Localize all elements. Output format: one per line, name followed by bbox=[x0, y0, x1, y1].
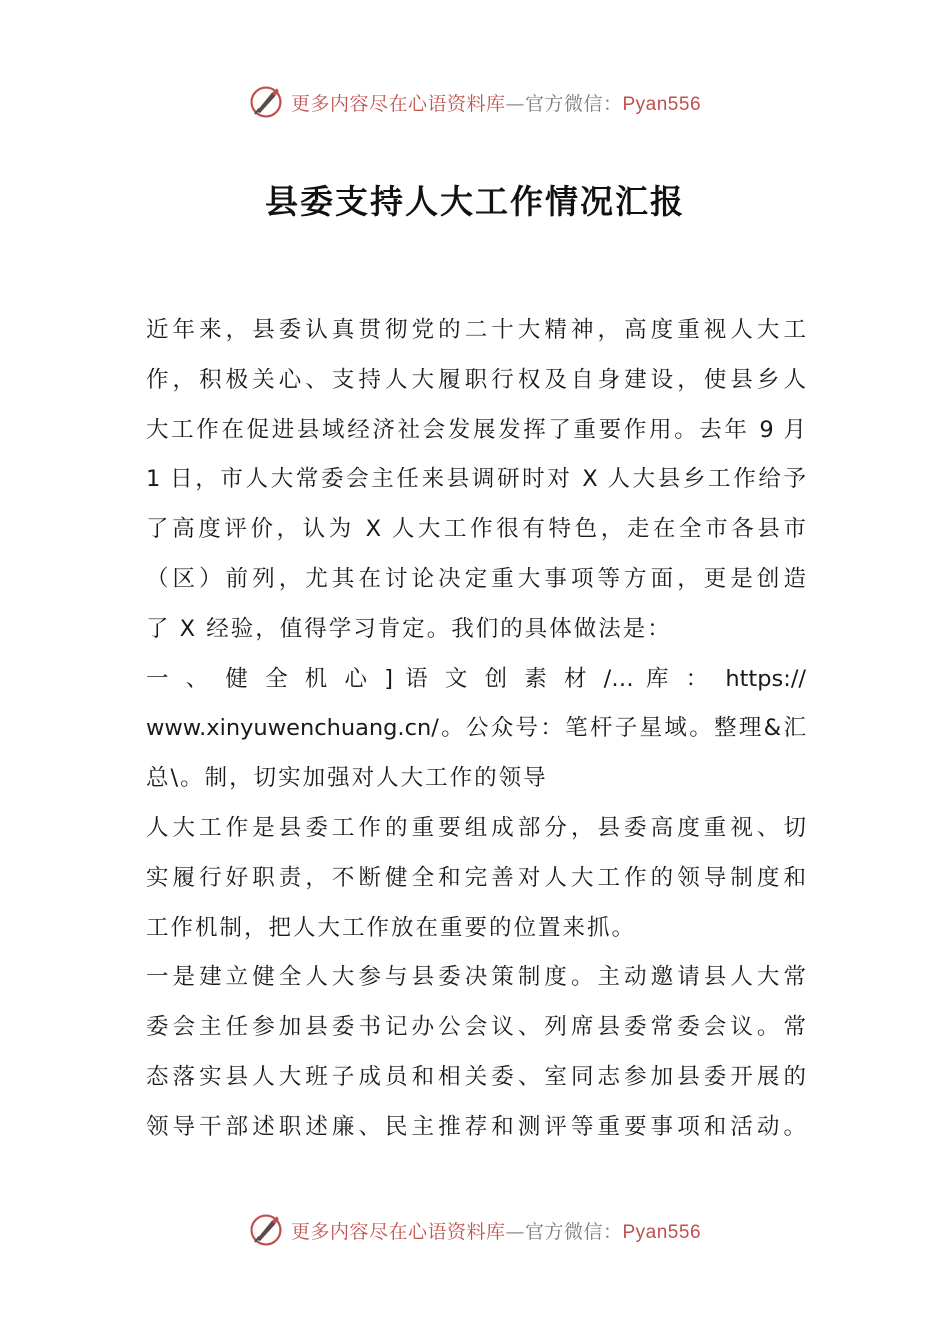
body-line: （区）前列，尤其在讨论决定重大事项等方面，更是创造 bbox=[146, 565, 806, 592]
document-title: 县委支持人大工作情况汇报 bbox=[265, 182, 685, 221]
footer-watermark-banner bbox=[0, 1210, 950, 1250]
document-body bbox=[146, 306, 806, 1153]
body-line: 一是建立健全人大参与县委决策制度。主动邀请县人大常 bbox=[146, 964, 806, 991]
body-line: 了高度评价，认为 X 人大工作很有特色，走在全市各县市 bbox=[146, 516, 806, 543]
body-line: 人大工作是县委工作的重要组成部分，县委高度重视、切 bbox=[146, 814, 806, 841]
body-line: 大工作在促进县域经济社会发展发挥了重要作用。去年 9 月 bbox=[146, 416, 806, 443]
body-line: www.xinyuwenchuang.cn/。公众号：笔杆子星域。整理&汇 bbox=[146, 715, 806, 742]
body-line: 委会主任参加县委书记办公会议、列席县委常委会议。常 bbox=[146, 1014, 806, 1041]
quill-pen-logo-icon bbox=[249, 85, 283, 119]
banner-text: 更多内容尽在心语资料库—官方微信：Pyan556 bbox=[290, 92, 702, 115]
body-line: 工作机制，把人大工作放在重要的位置来抓。 bbox=[146, 914, 637, 941]
body-line: 实履行好职责，不断健全和完善对人大工作的领导制度和 bbox=[146, 864, 806, 891]
body-line: 1 日，市人大常委会主任来县调研时对 X 人大县乡工作给予 bbox=[146, 466, 806, 493]
body-line: 近年来，县委认真贯彻党的二十大精神，高度重视人大工 bbox=[146, 317, 806, 343]
body-line: 态落实县人大班子成员和相关委、室同志参加县委开展的 bbox=[146, 1063, 806, 1090]
quill-pen-logo-icon bbox=[249, 1213, 283, 1247]
body-line: 了 X 经验，值得学习肯定。我们的具体做法是： bbox=[146, 615, 672, 642]
body-line-with-link: 一 、 健 全 机 心 ] 语 文 创 素 材 /… 库 ： https:// bbox=[146, 665, 806, 692]
header-watermark-banner bbox=[0, 82, 950, 122]
body-line: 总\。制，切实加强对人大工作的领导 bbox=[146, 765, 548, 792]
body-line: 领导干部述职述廉、民主推荐和测评等重要事项和活动。 bbox=[146, 1113, 806, 1140]
body-line: 作，积极关心、支持人大履职行权及自身建设，使县乡人 bbox=[146, 366, 806, 393]
banner-text: 更多内容尽在心语资料库—官方微信：Pyan556 bbox=[290, 1220, 702, 1243]
